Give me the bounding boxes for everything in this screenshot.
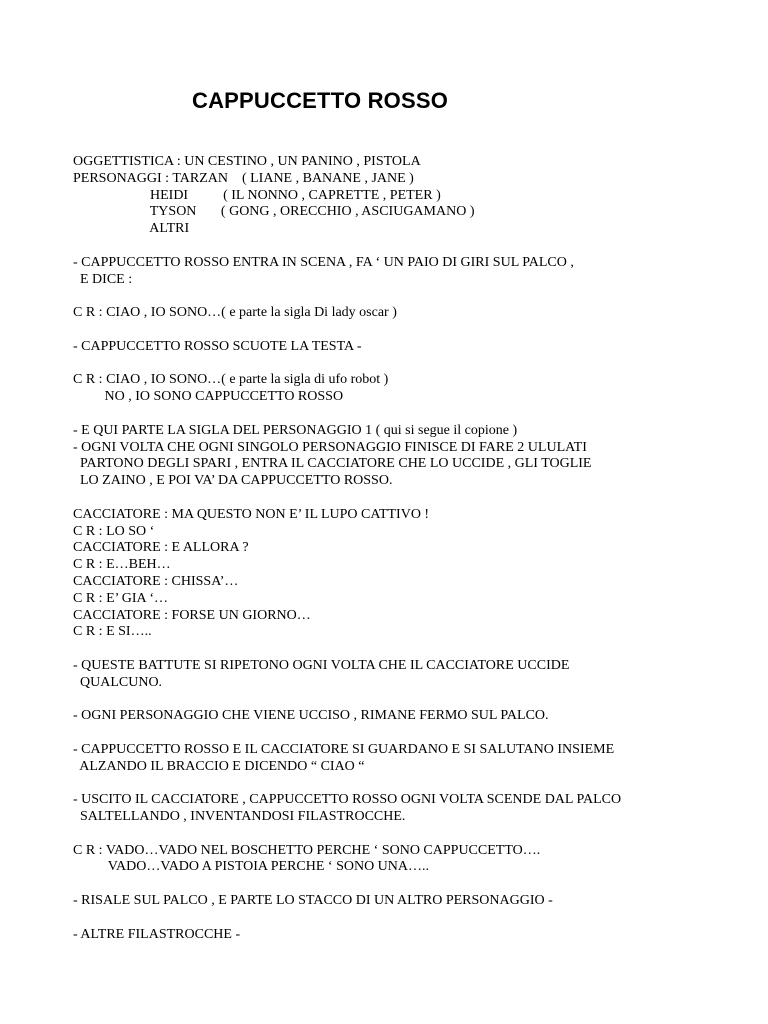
text-line: C R : CIAO , IO SONO…( e parte la sigla di ufo robot ) bbox=[73, 372, 389, 388]
text-line: - OGNI VOLTA CHE OGNI SINGOLO PERSONAGGIO FINISCE DI FARE 2 ULULATI bbox=[73, 439, 587, 455]
document-title: CAPPUCCETTO ROSSO bbox=[192, 88, 449, 113]
text-line: PERSONAGGI : TARZAN ( LIANE , BANANE , JANE ) bbox=[73, 170, 414, 186]
text-line: CACCIATORE : MA QUESTO NON E’ IL LUPO CATTIVO ! bbox=[73, 506, 430, 522]
text-line: ALZANDO IL BRACCIO E DICENDO “ CIAO “ bbox=[73, 758, 365, 774]
blank-line bbox=[73, 725, 753, 742]
text-line: CACCIATORE : E ALLORA ? bbox=[73, 540, 249, 556]
text-line: TYSON ( GONG , ORECCHIO , ASCIUGAMANO ) bbox=[73, 204, 475, 220]
blank-line bbox=[73, 641, 753, 658]
text-line: - E QUI PARTE LA SIGLA DEL PERSONAGGIO 1 ( qui si segue il copione ) bbox=[73, 422, 518, 438]
text-line: C R : E…BEH… bbox=[73, 557, 171, 573]
text-line: CACCIATORE : FORSE UN GIORNO… bbox=[73, 607, 311, 623]
text-line: PARTONO DEGLI SPARI , ENTRA IL CACCIATORE CHE LO UCCIDE , GLI TOGLIE bbox=[73, 456, 592, 472]
text-line: VADO…VADO A PISTOIA PERCHE ‘ SONO UNA….. bbox=[73, 859, 430, 875]
text-line: CACCIATORE : CHISSA’… bbox=[73, 573, 239, 589]
document-body bbox=[73, 154, 753, 943]
text-line: - USCITO IL CACCIATORE , CAPPUCCETTO ROSSO OGNI VOLTA SCENDE DAL PALCO bbox=[73, 792, 622, 808]
text-line: - CAPPUCCETTO ROSSO ENTRA IN SCENA , FA ‘ UN PAIO DI GIRI SUL PALCO , bbox=[73, 254, 574, 270]
blank-line bbox=[73, 775, 753, 792]
text-line: C R : CIAO , IO SONO…( e parte la sigla Di lady oscar ) bbox=[73, 305, 397, 321]
text-line: C R : LO SO ‘ bbox=[73, 523, 155, 539]
text-line: - CAPPUCCETTO ROSSO SCUOTE LA TESTA - bbox=[73, 338, 362, 354]
text-line: ALTRI bbox=[73, 221, 190, 237]
blank-line bbox=[73, 826, 753, 843]
text-line: LO ZAINO , E POI VA’ DA CAPPUCCETTO ROSSO. bbox=[73, 473, 393, 489]
text-line: C R : VADO…VADO NEL BOSCHETTO PERCHE ‘ SONO CAPPUCCETTO…. bbox=[73, 842, 541, 858]
text-line: - RISALE SUL PALCO , E PARTE LO STACCO DI UN ALTRO PERSONAGGIO - bbox=[73, 893, 553, 909]
blank-line bbox=[73, 910, 753, 927]
blank-line bbox=[73, 692, 753, 709]
blank-line bbox=[73, 356, 753, 373]
text-line: HEIDI ( IL NONNO , CAPRETTE , PETER ) bbox=[73, 187, 441, 203]
text-line: SALTELLANDO , INVENTANDOSI FILASTROCCHE. bbox=[73, 809, 406, 825]
blank-line bbox=[73, 238, 753, 255]
blank-line bbox=[73, 288, 753, 305]
text-line: C R : E’ GIA ‘… bbox=[73, 590, 169, 606]
text-line: - OGNI PERSONAGGIO CHE VIENE UCCISO , RIMANE FERMO SUL PALCO. bbox=[73, 708, 549, 724]
blank-line bbox=[73, 406, 753, 423]
text-line: - QUESTE BATTUTE SI RIPETONO OGNI VOLTA CHE IL CACCIATORE UCCIDE bbox=[73, 657, 570, 673]
blank-line bbox=[73, 876, 753, 893]
text-line: - ALTRE FILASTROCCHE - bbox=[73, 926, 241, 942]
text-line: C R : E SI….. bbox=[73, 624, 152, 640]
blank-line bbox=[73, 490, 753, 507]
text-line: - CAPPUCCETTO ROSSO E IL CACCIATORE SI GUARDANO E SI SALUTANO INSIEME bbox=[73, 741, 615, 757]
text-line: E DICE : bbox=[73, 271, 133, 287]
text-line: OGGETTISTICA : UN CESTINO , UN PANINO , PISTOLA bbox=[73, 154, 421, 169]
blank-line bbox=[73, 322, 753, 339]
text-line: QUALCUNO. bbox=[73, 674, 163, 690]
text-line: NO , IO SONO CAPPUCCETTO ROSSO bbox=[73, 389, 344, 405]
